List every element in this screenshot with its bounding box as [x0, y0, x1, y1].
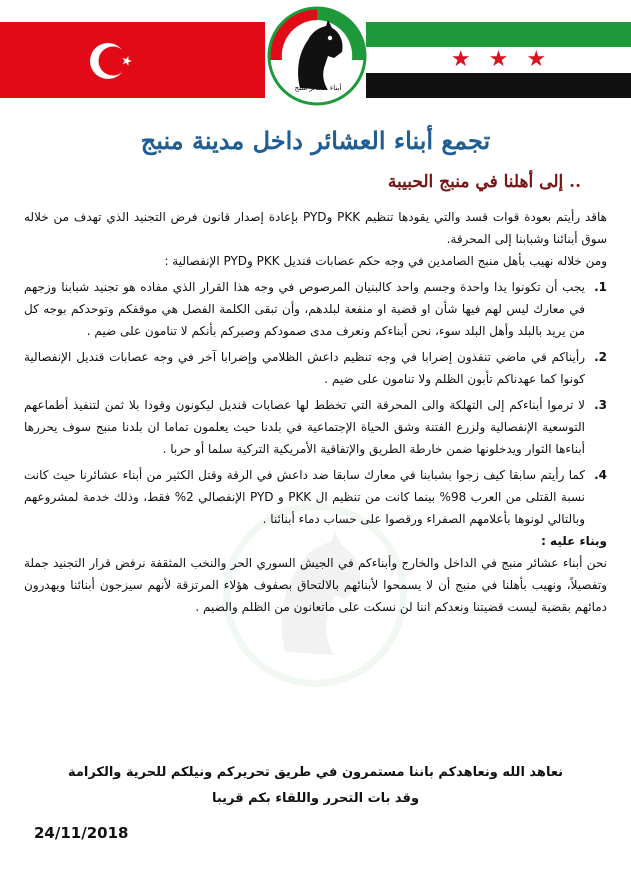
closing-line: نعاهد الله ونعاهدكم باننا مستمرون في طريق تحريركم ونيلكم للحرية والكرامة — [67, 765, 564, 780]
intro-paragraph: ومن خلاله نهيب بأهل منبج الصامدين في وجه حكم عصابات قنديل PKK وPYD الإنفصالية : — [164, 254, 607, 268]
list-item — [24, 276, 607, 342]
syrian-revolution-flag — [366, 22, 631, 98]
closing-line: وقد بات التحرر واللقاء بكم قريبا — [211, 791, 420, 806]
conclusion-heading: وبناء عليه : — [541, 534, 607, 548]
item-number: 3. — [594, 398, 607, 412]
header-banner — [0, 0, 631, 112]
red-star-icon: ★ — [488, 47, 509, 72]
item-text: رأيناكم في ماضي تنفذون إضرابا في وجه تنظيم داعش الظلامي وإضرابا آخر في وجه عصابات قنديل الإنفصالية كونوا كما عهدناكم تأبون الظلم ولا تنامون على ضيم . — [24, 350, 585, 386]
list-item — [24, 394, 607, 460]
statement-body — [24, 206, 607, 618]
item-number: 1. — [594, 280, 607, 294]
item-number: 4. — [594, 468, 607, 482]
red-star-icon: ★ — [526, 47, 547, 72]
item-text: كما رأيتم سابقا كيف زجوا بشبابنا في معارك سابقا ضد داعش في الرقة وقتل الكثير من أبناء عشائرنا حيث كانت نسبة القتلى من العرب 98% بينما كانت من تنظيم ال PKK و PYD الإنفصالي 2% فقط، وذلك خدمة لمشروعهم وبالتالي لونوها بأعلامهم الصفراء ورقصوا على حساب دماء أبنائنا . — [24, 468, 586, 526]
crescent-star-icon — [86, 36, 146, 86]
page-subtitle: إلى أهلنا في منبج الحبيبة .. — [387, 172, 581, 192]
item-number: 2. — [594, 350, 607, 364]
logo-caption: أبناء عشائر منبج — [294, 84, 342, 92]
item-text: يجب أن تكونوا يدا واحدة وجسم واحد كالبنيان المرصوص في وجه هذا القرار الذي مفاده هو تجنيد شبابنا وزجهم في معارك ليس لهم فيها شأن او قضية او منفعة لبلدهم، وأن تبقى الكلمة الفصل هي موقفكم وتوحدكم بوجه كل من يريد بالبلد وأهل البلد سوء، نحن أبناءكم ونعرف مدى صمودكم وصبركم بأنكم لا تنامون على ضيم . — [24, 280, 585, 338]
conclusion-paragraph: نحن أبناء عشائر منبج في الداخل والخارج وأبناءكم في الجيش السوري الحر والنخب المثقفة نرفض قرار التجنيد جملة وتفصيلاً، ونهيب بأهلنا في منبج أن لا يسمحوا لأبنائهم بالالتحاق بصفوف هؤلاء المرتزقة لأنهم سيزجون أبنائنا ويهدرون دمائهم بقضية ليست قضيتنا ونعدكم اننا لن نسكت على ماتعانون من الظلم والضيم . — [24, 556, 607, 614]
closing-pledge — [40, 760, 591, 812]
intro-paragraph: هاقد رأيتم بعودة قوات قسد والتي يقودها تنظيم PKK وPYD بإعادة إصدار قانون فرض التجنيد الذي تهدف من خلاله سوق أبنائنا وشبابنا إلى المحرقة. — [24, 210, 607, 246]
item-text: لا ترموا أبناءكم إلى التهلكة والى المحرقة التي تخطط لها عصابات قنديل ليكونون وقودا بلا ثمن لتنفيذ أطماعهم التوسعية الإنفصالية ولزرع الفتنة وشق الحياة الإجتماعية في بلدنا حيث يعلمون تماما ان بلدنا منبج سوف يحررها أبناءها الثوار ويدخلونها ضمن خارطة الطريق والإتفاقية الأمريكية التركية سلما أو حربا . — [24, 398, 585, 456]
document-date: 24/11/2018 — [34, 824, 129, 842]
horse-logo-icon — [252, 2, 382, 110]
page-title: تجمع أبناء العشائر داخل مدينة منبج — [140, 126, 491, 155]
red-star-icon: ★ — [450, 47, 471, 72]
list-item — [24, 464, 607, 530]
list-item — [24, 346, 607, 390]
